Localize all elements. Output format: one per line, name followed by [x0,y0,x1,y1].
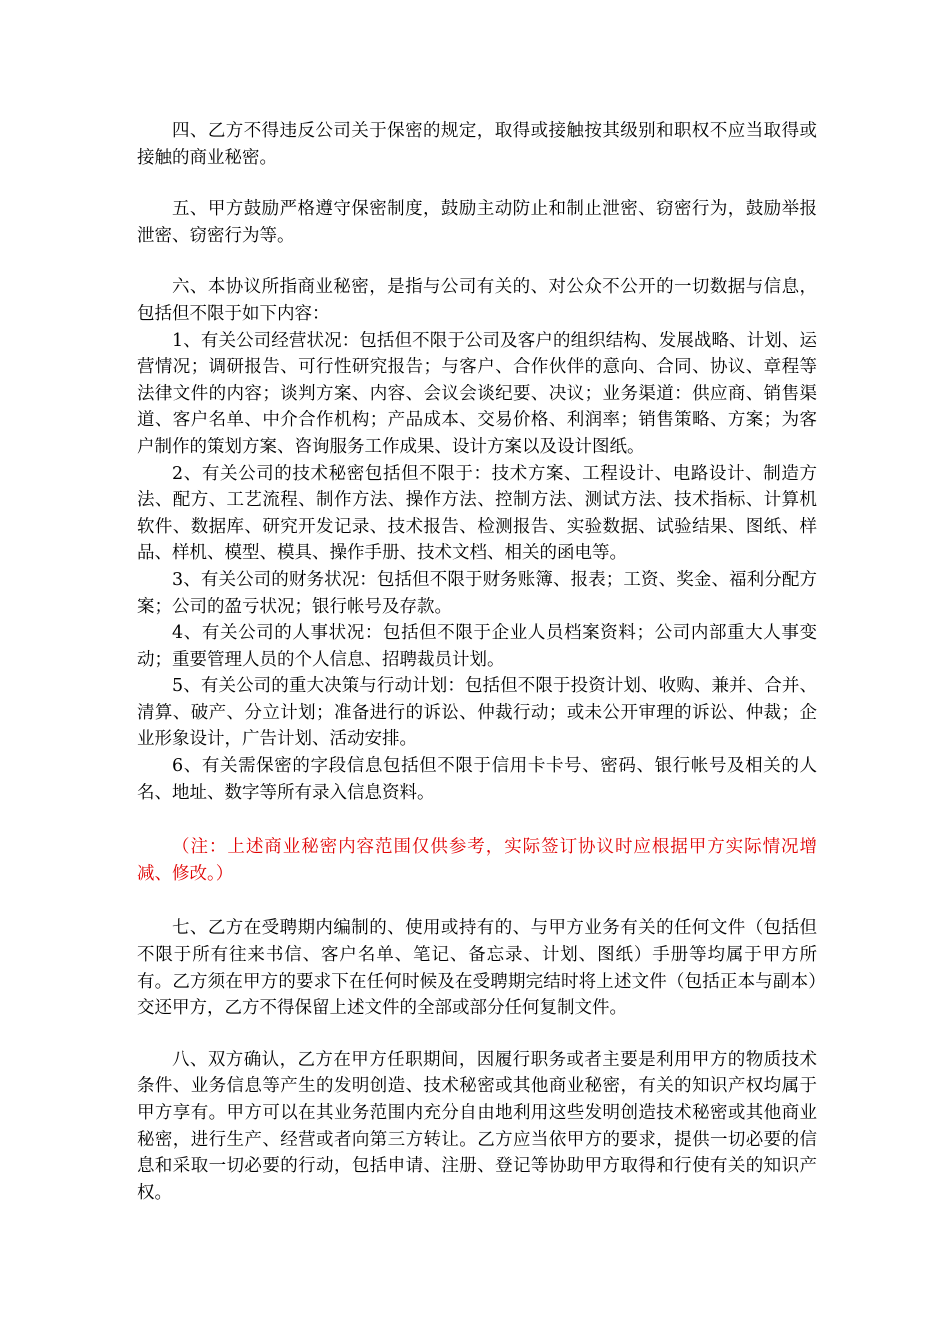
note-red: （注：上述商业秘密内容范围仅供参考，实际签订协议时应根据甲方实际情况增减、修改。） [137,837,817,884]
document-page [137,118,817,1206]
clause-5: 五、甲方鼓励严格遵守保密制度，鼓励主动防止和制止泄密、窃密行为，鼓励举报泄密、窃密行为等。 [137,199,817,246]
clause-6-item-6: 6、有关需保密的字段信息包括但不限于信用卡卡号、密码、银行帐号及相关的人名、地址、数字等所有录入信息资料。 [137,756,817,803]
clause-6-item-3: 3、有关公司的财务状况：包括但不限于财务账簿、报表；工资、奖金、福利分配方案；公司的盈亏状况；银行帐号及存款。 [137,569,817,617]
clause-6-item-4: 4、有关公司的人事状况：包括但不限于企业人员档案资料；公司内部重大人事变动；重要管理人员的个人信息、招聘裁员计划。 [137,623,817,670]
clause-6-item-1: 1、有关公司经营状况：包括但不限于公司及客户的组织结构、发展战略、计划、运营情况；调研报告、可行性研究报告；与客户、合作伙伴的意向、合同、协议、章程等法律文件的内容；谈判方案、内容、会议会谈纪要、决议；业务渠道：供应商、销售渠道、客户名单、中介合作机构；产品成本、交易价格、利润率；销售策略、方案；为客户制作的策划方案、咨询服务工作成果、设计方案以及设计图纸。 [137,330,817,457]
clause-4: 四、乙方不得违反公司关于保密的规定，取得或接触按其级别和职权不应当取得或接触的商业秘密。 [137,121,817,168]
clause-6-item-2: 2、有关公司的技术秘密包括但不限于：技术方案、工程设计、电路设计、制造方法、配方、工艺流程、制作方法、操作方法、控制方法、测试方法、技术指标、计算机软件、数据库、研究开发记录、技术报告、检测报告、实验数据、试验结果、图纸、样品、样机、模型、模具、操作手册、技术文档、相关的函电等。 [137,463,817,564]
clause-6-item-5: 5、有关公司的重大决策与行动计划：包括但不限于投资计划、收购、兼并、合并、清算、破产、分立计划；准备进行的诉讼、仲裁行动；或未公开审理的诉讼、仲裁；企业形象设计，广告计划、活动安排。 [137,676,817,750]
clause-6: 六、本协议所指商业秘密，是指与公司有关的、对公众不公开的一切数据与信息，包括但不限于如下内容： [137,277,817,324]
clause-8: 八、双方确认，乙方在甲方任职期间，因履行职务或者主要是利用甲方的物质技术条件、业务信息等产生的发明创造、技术秘密或其他商业秘密，有关的知识产权均属于甲方享有。甲方可以在其业务范围内充分自由地利用这些发明创造技术秘密或其他商业秘密，进行生产、经营或者向第三方转让。乙方应当依甲方的要求，提供一切必要的信息和采取一切必要的行动，包括申请、注册、登记等协助甲方取得和行使有关的知识产权。 [137,1049,817,1203]
clause-7: 七、乙方在受聘期内编制的、使用或持有的、与甲方业务有关的任何文件（包括但不限于所有往来书信、客户名单、笔记、备忘录、计划、图纸）手册等均属于甲方所有。乙方须在甲方的要求下在任何时候及在受聘期完结时将上述文件（包括正本与副本）交还甲方，乙方不得保留上述文件的全部或部分任何复制文件。 [137,918,817,1019]
